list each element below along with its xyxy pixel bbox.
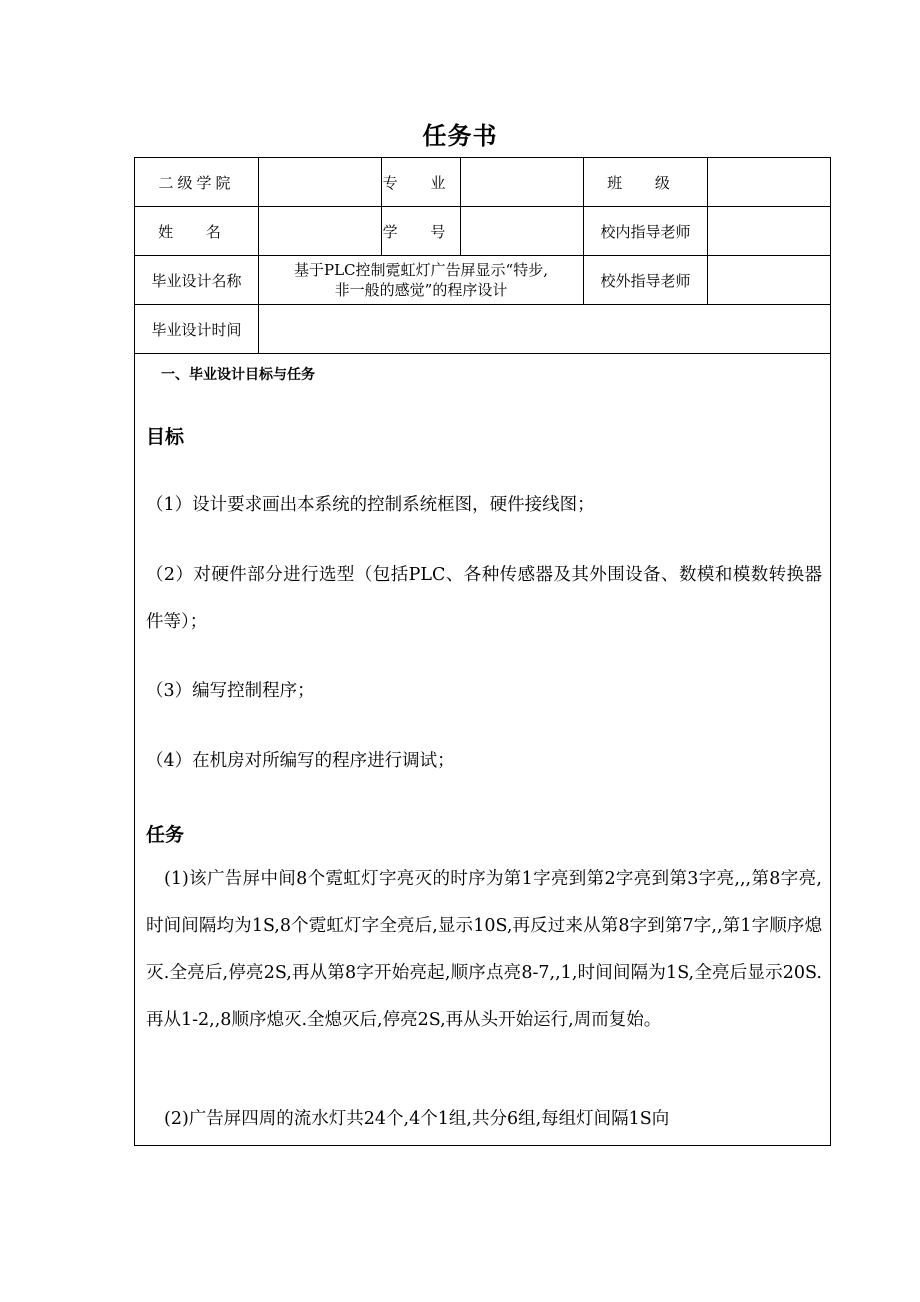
document-title: 任务书 [422, 122, 498, 150]
name-value[interactable] [259, 207, 382, 256]
project-name-line1: 基于PLC控制霓虹灯广告屏显示“特步, [294, 261, 548, 279]
project-name-line2: 非一般的感觉”的程序设计 [334, 281, 508, 299]
name-label: 姓 名 [135, 207, 259, 256]
task-item-1: (1)该广告屏中间8个霓虹灯字亮灭的时序为第1字亮到第2字亮到第3字亮,,,第8字亮,时间间隔均为1S,8个霓虹灯字全亮后,显示10S,再反过来从第8字到第7字,,第1字顺序熄灭.全亮后,停亮2S,再从第8字开始亮起,顺序点亮8-7,,1,时间间隔为1S,全亮后显示20S.再从1-2,,8顺序熄灭.全熄灭后,停亮2S,再从头开始运行,周而复始。 [146, 869, 822, 1030]
goal-heading: 目标 [146, 426, 185, 448]
section-heading: 一、毕业设计目标与任务 [161, 367, 315, 383]
external-advisor-value[interactable] [708, 256, 831, 305]
goal-item-3: （3）编写控制程序； [146, 681, 315, 701]
student-id-label: 学 号 [382, 207, 461, 256]
class-value[interactable] [708, 158, 831, 207]
project-name-label: 毕业设计名称 [135, 256, 259, 305]
goal-item-1: （1）设计要求画出本系统的控制系统框图，硬件接线图； [146, 495, 595, 515]
task-item-2: (2)广告屏四周的流水灯共24个,4个1组,共分6组,每组灯间隔1S向 [164, 1109, 670, 1129]
internal-advisor-value[interactable] [708, 207, 831, 256]
student-id-value[interactable] [461, 207, 584, 256]
project-time-value[interactable] [259, 305, 831, 354]
goals-tasks-section [135, 354, 831, 1146]
major-value[interactable] [461, 158, 584, 207]
task-form-table [134, 157, 831, 1146]
goal-item-2: （2）对硬件部分进行选型（包括PLC、各种传感器及其外围设备、数模和模数转换器件等）； [146, 565, 822, 632]
internal-advisor-label: 校内指导老师 [584, 207, 708, 256]
task-heading: 任务 [146, 824, 185, 846]
external-advisor-label: 校外指导老师 [584, 256, 708, 305]
college-label: 二级学院 [135, 158, 259, 207]
project-time-label: 毕业设计时间 [135, 305, 259, 354]
class-label: 班 级 [584, 158, 708, 207]
college-value[interactable] [259, 158, 382, 207]
goal-item-4: （4）在机房对所编写的程序进行调试； [146, 751, 455, 771]
major-label: 专 业 [382, 158, 461, 207]
project-name-value [259, 256, 584, 305]
